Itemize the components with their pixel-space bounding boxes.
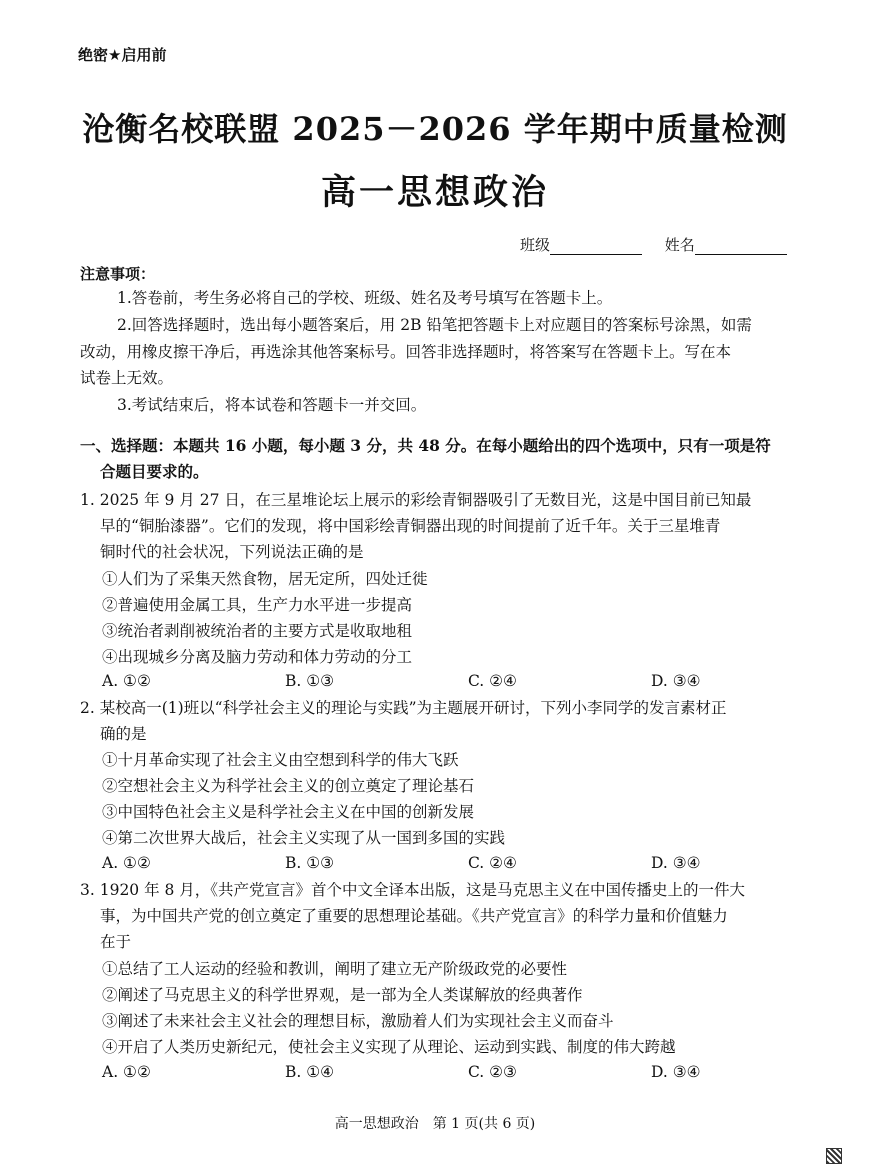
question-stem: 1. 2025 年 9 月 27 日，在三星堆论坛上展示的彩绘青铜器吸引了无数目光，这是中国目前已知最 [80,491,752,509]
notice-line: 3.考试结束后，将本试卷和答题卡一并交回。 [117,396,427,414]
exam-title: 沧衡名校联盟 2025－2026 学年期中质量检测 [82,110,788,148]
question-stem: 2. 某校高一(1)班以“科学社会主义的理论与实践”为主题展开研讨，下列小李同学的发言素材正 [80,699,727,717]
statement-item: ③阐述了未来社会主义社会的理想目标，激励着人们为实现社会主义而奋斗 [102,1012,614,1030]
name-blank[interactable] [695,240,787,255]
question-stem: 事，为中国共产党的创立奠定了重要的思想理论基础。《共产党宣言》的科学力量和价值魅力 [100,907,728,925]
statement-item: ②普遍使用金属工具，生产力水平进一步提高 [102,596,413,614]
confidential-mark: 绝密★启用前 [78,46,167,64]
statement-item: ④开启了人类历史新纪元，使社会主义实现了从理论、运动到实践、制度的伟大跨越 [102,1038,676,1056]
statement-item: ③中国特色社会主义是科学社会主义在中国的创新发展 [102,803,475,821]
section-heading: 一、选择题：本题共 16 小题，每小题 3 分，共 48 分。在每小题给出的四个选项中，只有一项是符 [80,436,771,455]
student-info-fields [520,234,805,255]
section-heading-cont: 合题目要求的。 [100,462,209,481]
answer-option[interactable]: B. ①④ [285,1063,335,1081]
notice-heading: 注意事项： [80,265,156,283]
answer-option[interactable]: D. ③④ [651,854,701,872]
notice-line: 2.回答选择题时，选出每小题答案后，用 2B 铅笔把答题卡上对应题目的答案标号涂黑，如需 [117,316,752,334]
answer-option[interactable]: B. ①③ [285,672,335,690]
page-footer: 高一思想政治 第 1 页(共 6 页) [334,1116,536,1132]
answer-option[interactable]: C. ②④ [468,854,517,872]
notice-line: 改动，用橡皮擦干净后，再选涂其他答案标号。回答非选择题时，将答案写在答题卡上。写在本 [80,343,732,361]
statement-item: ②空想社会主义为科学社会主义的创立奠定了理论基石 [102,777,475,795]
statement-item: ①十月革命实现了社会主义由空想到科学的伟大飞跃 [102,751,459,769]
statement-item: ②阐述了马克思主义的科学世界观，是一部为全人类谋解放的经典著作 [102,986,583,1004]
answer-option[interactable]: C. ②④ [468,672,517,690]
notice-line: 试卷上无效。 [80,369,174,387]
answer-option[interactable]: A. ①② [102,1063,151,1081]
exam-subject: 高一思想政治 [320,173,549,213]
answer-option[interactable]: D. ③④ [651,1063,701,1081]
qr-code-icon [826,1148,842,1164]
statement-item: ①人们为了采集天然食物，居无定所，四处迁徙 [102,570,428,588]
name-label: 姓名 [664,236,695,254]
answer-option[interactable]: A. ①② [102,672,151,690]
question-stem: 确的是 [100,725,147,743]
question-stem: 3. 1920 年 8 月，《共产党宣言》首个中文全译本出版，这是马克思主义在中国传播史上的一件大 [80,881,746,899]
answer-option[interactable]: B. ①③ [285,854,335,872]
statement-item: ①总结了工人运动的经验和教训，阐明了建立无产阶级政党的必要性 [102,960,568,978]
class-label: 班级 [520,236,551,254]
question-stem: 铜时代的社会状况，下列说法正确的是 [100,543,364,561]
class-blank[interactable] [550,240,642,255]
answer-option[interactable]: C. ②③ [468,1063,517,1081]
notice-line: 1.答卷前，考生务必将自己的学校、班级、姓名及考号填写在答题卡上。 [117,289,613,307]
statement-item: ④第二次世界大战后，社会主义实现了从一国到多国的实践 [102,829,506,847]
answer-option[interactable]: A. ①② [102,854,151,872]
question-stem: 在于 [100,933,132,951]
statement-item: ④出现城乡分离及脑力劳动和体力劳动的分工 [102,648,413,666]
statement-item: ③统治者剥削被统治者的主要方式是收取地租 [102,622,413,640]
answer-option[interactable]: D. ③④ [651,672,701,690]
question-stem: 早的“铜胎漆器”。它们的发现，将中国彩绘青铜器出现的时间提前了近千年。关于三星堆青 [100,517,721,535]
